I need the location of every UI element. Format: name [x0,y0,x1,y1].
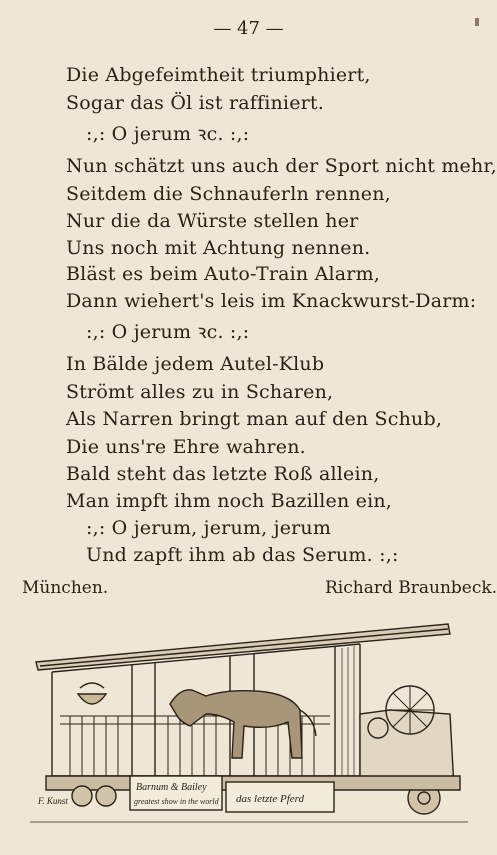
refrain-line: :,: O jerum ꝛc. :,: [86,123,250,145]
place-name: München. [22,578,109,598]
poem-line: Die uns're Ehre wahren. [66,436,306,458]
poem-line: Man impft ihm noch Bazillen ein, [66,490,393,512]
poem-line: Sogar das Öl ist raffiniert. [66,92,325,114]
refrain-line: :,: O jerum, jerum, jerum [86,517,332,539]
poem-line: Bald steht das letzte Roß allein, [66,463,380,485]
poem-line: Nun schätzt uns auch der Sport nicht mehr, [66,155,497,177]
artist-signature: F. Kunst [38,796,68,806]
poem-line: Die Abgefeimtheit triumphiert, [66,64,371,86]
refrain-line: Und zapft ihm ab das Serum. :,: [86,544,399,566]
illustration-horse-wagon [30,618,468,832]
poem-line: Uns noch mit Achtung nennen. [66,237,371,259]
refrain-line: :,: O jerum ꝛc. :,: [86,321,250,343]
poem-line: Als Narren bringt man auf den Schub, [66,408,443,430]
poem-line: In Bälde jedem Autel-Klub [66,353,325,375]
poem-line: Dann wiehert's leis im Knackwurst-Darm: [66,290,477,312]
page-number: — 47 — [213,18,284,39]
poem-line: Nur die da Würste stellen her [66,210,359,232]
sign-text-line1: Barnum & Bailey [136,782,207,793]
poem-line: Bläst es beim Auto-Train Alarm, [66,263,381,285]
author-name: Richard Braunbeck. [325,578,497,598]
sign-text-right: das letzte Pferd [236,793,305,805]
poem-line: Seitdem die Schnauferln rennen, [66,183,391,205]
poem-line: Strömt alles zu in Scharen, [66,381,334,403]
sign-text-line2: greatest show in the world [134,797,219,806]
